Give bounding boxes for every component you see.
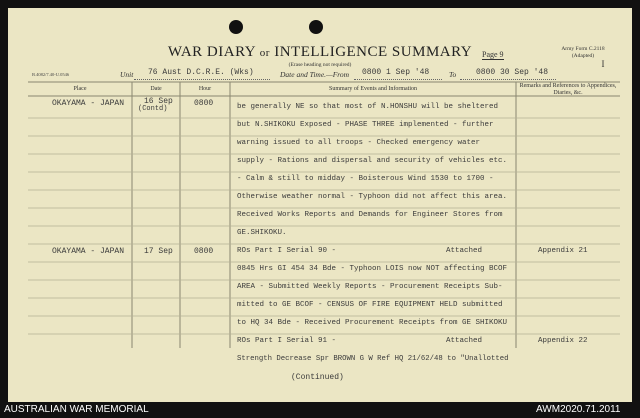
entry-date-note: (Contd) [138, 105, 168, 113]
summary-line: 0845 Hrs GI 454 34 Bde - Typhoon LOIS now NOT affecting BCOF [237, 265, 508, 273]
summary-line: GE.SHIKOKU. [237, 229, 287, 237]
attached-label: Attached [446, 247, 483, 255]
appendix-reference: Appendix 22 [538, 337, 588, 345]
summary-line: Received Works Reports and Demands for Engineer Stores from [237, 211, 503, 219]
summary-line: supply - Rations and dispersal and security of vehicles etc. [237, 157, 508, 165]
entry-place: OKAYAMA - JAPAN [52, 99, 125, 108]
entry-hour: 0800 [194, 99, 214, 108]
footer-accession: AWM2020.71.2011 [536, 404, 621, 415]
summary-line: warning issued to all troops - Checked emergency water [237, 139, 481, 147]
summary-line: AREA - Submitted Weekly Reports - Procurement Receipts Sub- [237, 283, 503, 291]
from-value: 0800 1 Sep '48 [362, 68, 430, 77]
to-value: 0800 30 Sep '48 [476, 68, 549, 77]
col-header-hour: Hour [198, 86, 212, 92]
summary-line: - Calm & still to midday - Boisterous Wind 1530 to 1700 - [237, 175, 494, 183]
army-form-line1: Army Form C.2118 [561, 46, 605, 52]
summary-line: ROs Part I Serial 91 - [237, 337, 337, 345]
archive-footer [0, 404, 640, 418]
summary-line: ROs Part I Serial 90 - [237, 247, 337, 255]
entry-hour: 0800 [194, 247, 214, 256]
col-header-place: Place [73, 86, 87, 92]
attached-label: Attached [446, 337, 483, 345]
summary-line: be generally NE so that most of N.HONSHU will be sheltered [237, 103, 499, 111]
entry-date: 17 Sep [144, 247, 173, 256]
to-label: To [449, 70, 457, 79]
summary-line: Strength Decrease Spr BROWN G W Ref HQ 21/62/48 to "Unallotted [237, 355, 509, 363]
footer-institution: AUSTRALIAN WAR MEMORIAL [4, 404, 149, 415]
page-number: Page 9 [482, 50, 504, 59]
entry-place: OKAYAMA - JAPAN [52, 247, 125, 256]
summary-line: mitted to GE BCOF - CENSUS OF FIRE EQUIPMENT HELD submitted [237, 301, 503, 309]
title-intelligence-summary: INTELLIGENCE SUMMARY [274, 44, 473, 60]
army-form-mark: I [601, 59, 605, 69]
print-code: B.4082/7.40-U.0546 [32, 72, 70, 77]
date-time-label: Date and Time.—From [280, 70, 350, 79]
entry-date: 16 Sep [144, 97, 173, 106]
title-war-diary: WAR DIARY [167, 44, 256, 60]
continued-note: (Continued) [291, 373, 344, 382]
summary-line: Otherwise weather normal - Typhoon did not affect this area. [237, 193, 508, 201]
col-header-date: Date [150, 86, 162, 92]
title-or: or [259, 47, 270, 59]
appendix-reference: Appendix 21 [538, 247, 588, 255]
diary-sheet [8, 8, 632, 402]
unit-label: Unit [120, 70, 134, 79]
col-header-summary: Summary of Events and Information [329, 86, 417, 92]
summary-line: to HQ 34 Bde - Received Procurement Receipts from GE SHIKOKU [237, 319, 508, 327]
army-form-line2: (Adapted) [571, 53, 595, 59]
unit-value: 76 Aust D.C.R.E. (Wks) [148, 68, 254, 77]
erase-note: (Erase heading not required) [288, 62, 352, 68]
col-header-remarks: Remarks and References to Appendices, Diaries, &c. [519, 83, 617, 96]
summary-line: but N.SHIKOKU Exposed - PHASE THREE implemented - further [237, 121, 494, 129]
